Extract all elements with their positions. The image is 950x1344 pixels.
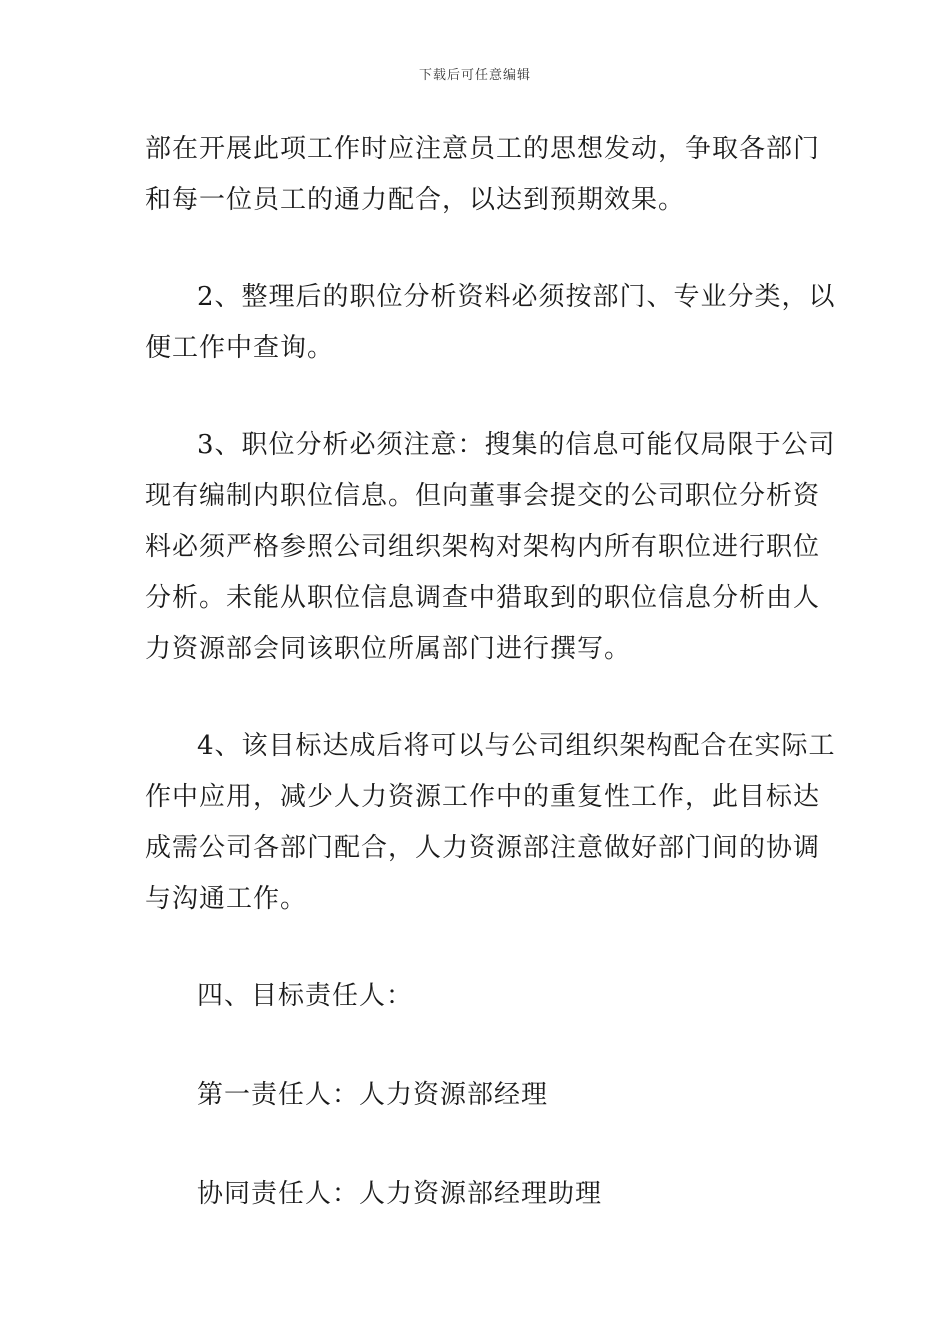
text-line: 力资源部会同该职位所属部门进行撰写。 (145, 634, 632, 664)
text-line: 现有编制内职位信息。但向董事会提交的公司职位分析资 (145, 481, 821, 511)
text-line: 2、整理后的职位分析资料必须按部门、专业分类，以 (197, 282, 836, 312)
page-header-note: 下载后可任意编辑 (418, 68, 531, 83)
paragraph-item-3 (145, 420, 836, 675)
text-line: 协同责任人：人力资源部经理助理 (197, 1179, 603, 1209)
text-line: 作中应用，减少人力资源工作中的重复性工作，此目标达 (145, 782, 821, 812)
text-line: 部在开展此项工作时应注意员工的思想发动，争取各部门 (145, 134, 821, 164)
paragraph-first-responsible (145, 1070, 810, 1121)
text-line: 四、目标责任人： (197, 981, 414, 1011)
text-line: 成需公司各部门配合，人力资源部注意做好部门间的协调 (145, 833, 821, 863)
text-line: 和每一位员工的通力配合，以达到预期效果。 (145, 185, 686, 215)
section-heading-responsible-persons (145, 971, 810, 1022)
paragraph-item-2 (145, 272, 836, 374)
text-line: 便工作中查询。 (145, 333, 335, 363)
paragraph-continuation (145, 124, 821, 226)
text-line: 第一责任人：人力资源部经理 (197, 1080, 549, 1110)
paragraph-item-4 (145, 721, 836, 925)
document-body (145, 124, 836, 1220)
text-line: 分析。未能从职位信息调查中猎取到的职位信息分析由人 (145, 583, 821, 613)
text-line: 与沟通工作。 (145, 884, 308, 914)
text-line: 3、职位分析必须注意：搜集的信息可能仅局限于公司 (197, 430, 836, 460)
text-line: 4、该目标达成后将可以与公司组织架构配合在实际工 (197, 731, 836, 761)
paragraph-co-responsible (145, 1169, 810, 1220)
text-line: 料必须严格参照公司组织架构对架构内所有职位进行职位 (145, 532, 821, 562)
